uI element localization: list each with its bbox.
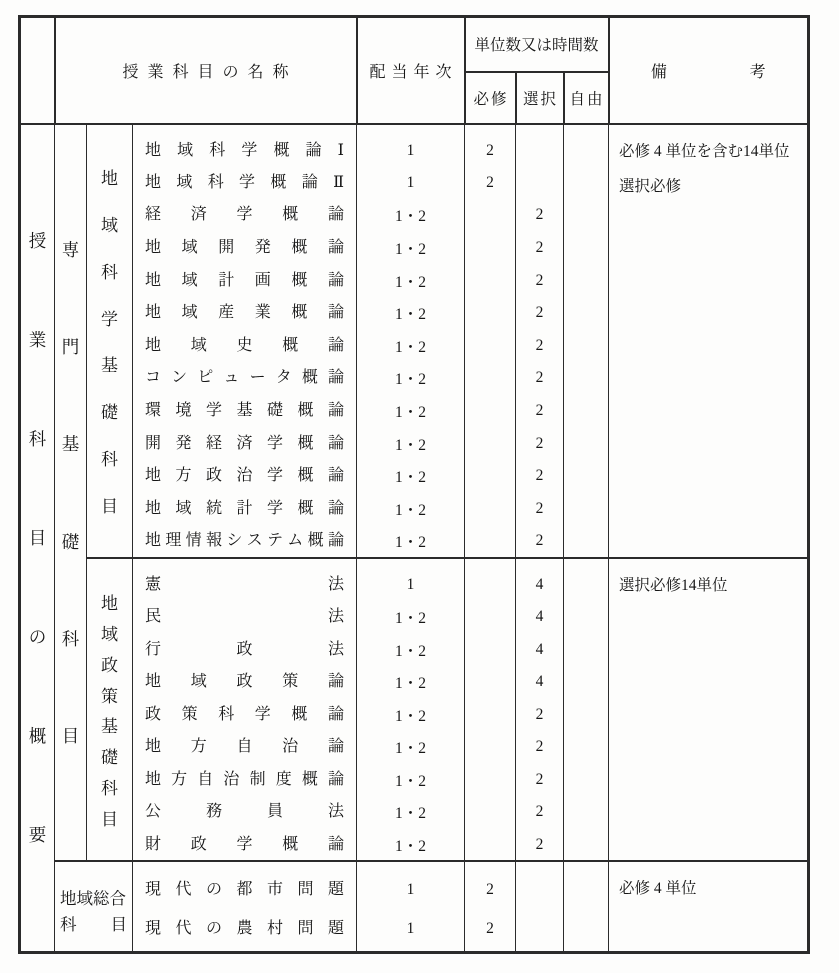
course-name-cell: 地 方 自 治 制 度 概 論: [133, 764, 357, 797]
year-label: 配当年次: [369, 63, 458, 81]
year-cell: 1・2: [357, 297, 465, 330]
year-cell: 1・2: [357, 601, 465, 634]
year-cell: 1・2: [357, 525, 465, 558]
elective-credits-cell: 4: [516, 558, 564, 601]
remarks-cell: 必修 4 単位を含む14単位 選択必修: [609, 124, 809, 558]
free-credits-cell: [564, 167, 609, 200]
course-name-cell: 環 境 学 基 礎 概 論: [133, 395, 357, 428]
free-credits-cell: [564, 731, 609, 764]
free-credits-cell: [564, 633, 609, 666]
course-name-cell: 地 方 政 治 学 概 論: [133, 460, 357, 493]
elective-credits-cell: 4: [516, 633, 564, 666]
header-blank-cell: [20, 17, 55, 124]
year-cell: 1・2: [357, 232, 465, 265]
year-cell: 1・2: [357, 796, 465, 829]
required-credits-cell: [465, 395, 516, 428]
header-remarks: [609, 17, 809, 124]
free-credits-cell: [564, 232, 609, 265]
year-cell: 1・2: [357, 731, 465, 764]
required-credits-cell: [465, 362, 516, 395]
required-credits-cell: [465, 633, 516, 666]
year-cell: 1: [357, 124, 465, 167]
elective-credits-cell: 2: [516, 264, 564, 297]
free-credits-cell: [564, 329, 609, 362]
elective-credits-cell: 2: [516, 297, 564, 330]
elective-credits-cell: 4: [516, 601, 564, 634]
elective-credits-cell: 2: [516, 731, 564, 764]
header-unit-col-required: 必修: [465, 72, 516, 124]
elective-credits-cell: 2: [516, 199, 564, 232]
required-credits-cell: [465, 329, 516, 362]
course-name-cell: 地 域 開 発 概 論: [133, 232, 357, 265]
required-credits-cell: [465, 731, 516, 764]
header-year: [357, 17, 465, 124]
elective-credits-cell: 4: [516, 666, 564, 699]
required-credits-cell: [465, 232, 516, 265]
required-credits-cell: [465, 764, 516, 797]
group-label-1: 地 域 政 策 基 礎 科 目: [87, 558, 133, 862]
required-credits-cell: [465, 199, 516, 232]
subject-name-label: 授業科目の名称: [122, 63, 298, 81]
elective-credits-cell: 2: [516, 492, 564, 525]
course-name-cell: 行 政 法: [133, 633, 357, 666]
year-cell: 1: [357, 907, 465, 952]
required-credits-cell: [465, 264, 516, 297]
remarks-cell: 選択必修14単位: [609, 558, 809, 862]
required-credits-cell: [465, 525, 516, 558]
year-cell: 1・2: [357, 666, 465, 699]
units-group-label: 単位数又は時間数: [474, 37, 599, 55]
group-label-0: 地 域 科 学 基 礎 科 目: [87, 124, 133, 558]
elective-credits-cell: 2: [516, 395, 564, 428]
year-cell: 1: [357, 861, 465, 907]
course-name-cell: コ ン ピ ュ ー タ 概 論: [133, 362, 357, 395]
course-name-cell: 公 務 員 法: [133, 796, 357, 829]
elective-credits-cell: [516, 167, 564, 200]
course-name-cell: 憲 法: [133, 558, 357, 601]
vertical-label-overview: 授 業 科 目 の 概 要: [20, 124, 55, 953]
free-credits-cell: [564, 764, 609, 797]
required-credits-cell: [465, 829, 516, 862]
year-cell: 1・2: [357, 329, 465, 362]
course-name-cell: 地 域 産 業 概 論: [133, 297, 357, 330]
elective-credits-cell: 2: [516, 232, 564, 265]
elective-credits-cell: [516, 907, 564, 952]
year-cell: 1・2: [357, 395, 465, 428]
remarks-cell: 必修 4 単位: [609, 861, 809, 952]
free-credits-cell: [564, 199, 609, 232]
course-name-cell: 経 済 学 概 論: [133, 199, 357, 232]
header-unit-col-free: 自由: [564, 72, 609, 124]
elective-credits-cell: 2: [516, 764, 564, 797]
elective-credits-cell: [516, 124, 564, 167]
header-subject-name: [55, 17, 357, 124]
remarks-label: 備 考: [650, 63, 766, 81]
free-credits-cell: [564, 427, 609, 460]
year-cell: 1・2: [357, 829, 465, 862]
course-name-cell: 地 域 政 策 論: [133, 666, 357, 699]
free-credits-cell: [564, 264, 609, 297]
required-credits-cell: 2: [465, 907, 516, 952]
elective-credits-cell: 2: [516, 525, 564, 558]
required-credits-cell: 2: [465, 861, 516, 907]
elective-credits-cell: [516, 861, 564, 907]
course-name-cell: 財 政 学 概 論: [133, 829, 357, 862]
year-cell: 1・2: [357, 264, 465, 297]
elective-credits-cell: 2: [516, 427, 564, 460]
free-credits-cell: [564, 666, 609, 699]
year-cell: 1・2: [357, 698, 465, 731]
course-name-cell: 開 発 経 済 学 概 論: [133, 427, 357, 460]
year-cell: 1: [357, 558, 465, 601]
course-name-cell: 地 域 史 概 論: [133, 329, 357, 362]
header-row-1: [20, 17, 809, 72]
table-row: [20, 558, 809, 601]
table-header: [20, 17, 809, 124]
vertical-label-senmon: 専 門 基 礎 科 目: [55, 124, 87, 862]
free-credits-cell: [564, 698, 609, 731]
course-name-cell: 地 域 科 学 概 論 Ⅰ: [133, 124, 357, 167]
required-credits-cell: [465, 601, 516, 634]
free-credits-cell: [564, 525, 609, 558]
required-credits-cell: [465, 297, 516, 330]
year-cell: 1・2: [357, 460, 465, 493]
course-name-cell: 地 域 計 画 概 論: [133, 264, 357, 297]
free-credits-cell: [564, 492, 609, 525]
required-credits-cell: 2: [465, 167, 516, 200]
free-credits-cell: [564, 861, 609, 907]
year-cell: 1: [357, 167, 465, 200]
required-credits-cell: [465, 558, 516, 601]
year-cell: 1・2: [357, 492, 465, 525]
year-cell: 1・2: [357, 764, 465, 797]
year-cell: 1・2: [357, 427, 465, 460]
curriculum-table: [18, 15, 810, 954]
course-name-cell: 現 代 の 都 市 問 題: [133, 861, 357, 907]
required-credits-cell: 2: [465, 124, 516, 167]
required-credits-cell: [465, 492, 516, 525]
elective-credits-cell: 2: [516, 329, 564, 362]
required-credits-cell: [465, 666, 516, 699]
required-credits-cell: [465, 427, 516, 460]
free-credits-cell: [564, 460, 609, 493]
curriculum-body: [20, 124, 809, 953]
year-cell: 1・2: [357, 362, 465, 395]
course-name-cell: 地 域 統 計 学 概 論: [133, 492, 357, 525]
free-credits-cell: [564, 796, 609, 829]
group-label-2: 地域総合 科 目: [55, 861, 133, 952]
course-name-cell: 地 方 自 治 論: [133, 731, 357, 764]
elective-credits-cell: 2: [516, 362, 564, 395]
required-credits-cell: [465, 796, 516, 829]
course-name-cell: 民 法: [133, 601, 357, 634]
header-units-group: [465, 17, 609, 72]
course-name-cell: 地 理 情 報 シ ス テ ム 概 論: [133, 525, 357, 558]
year-cell: 1・2: [357, 633, 465, 666]
elective-credits-cell: 2: [516, 829, 564, 862]
free-credits-cell: [564, 907, 609, 952]
table-row: [20, 124, 809, 167]
free-credits-cell: [564, 829, 609, 862]
free-credits-cell: [564, 124, 609, 167]
required-credits-cell: [465, 698, 516, 731]
elective-credits-cell: 2: [516, 796, 564, 829]
free-credits-cell: [564, 395, 609, 428]
year-cell: 1・2: [357, 199, 465, 232]
elective-credits-cell: 2: [516, 698, 564, 731]
elective-credits-cell: 2: [516, 460, 564, 493]
table-row: [20, 861, 809, 907]
course-name-cell: 政 策 科 学 概 論: [133, 698, 357, 731]
free-credits-cell: [564, 601, 609, 634]
header-unit-col-elective: 選択: [516, 72, 564, 124]
free-credits-cell: [564, 297, 609, 330]
free-credits-cell: [564, 558, 609, 601]
course-name-cell: 地 域 科 学 概 論 Ⅱ: [133, 167, 357, 200]
required-credits-cell: [465, 460, 516, 493]
free-credits-cell: [564, 362, 609, 395]
course-name-cell: 現 代 の 農 村 問 題: [133, 907, 357, 952]
